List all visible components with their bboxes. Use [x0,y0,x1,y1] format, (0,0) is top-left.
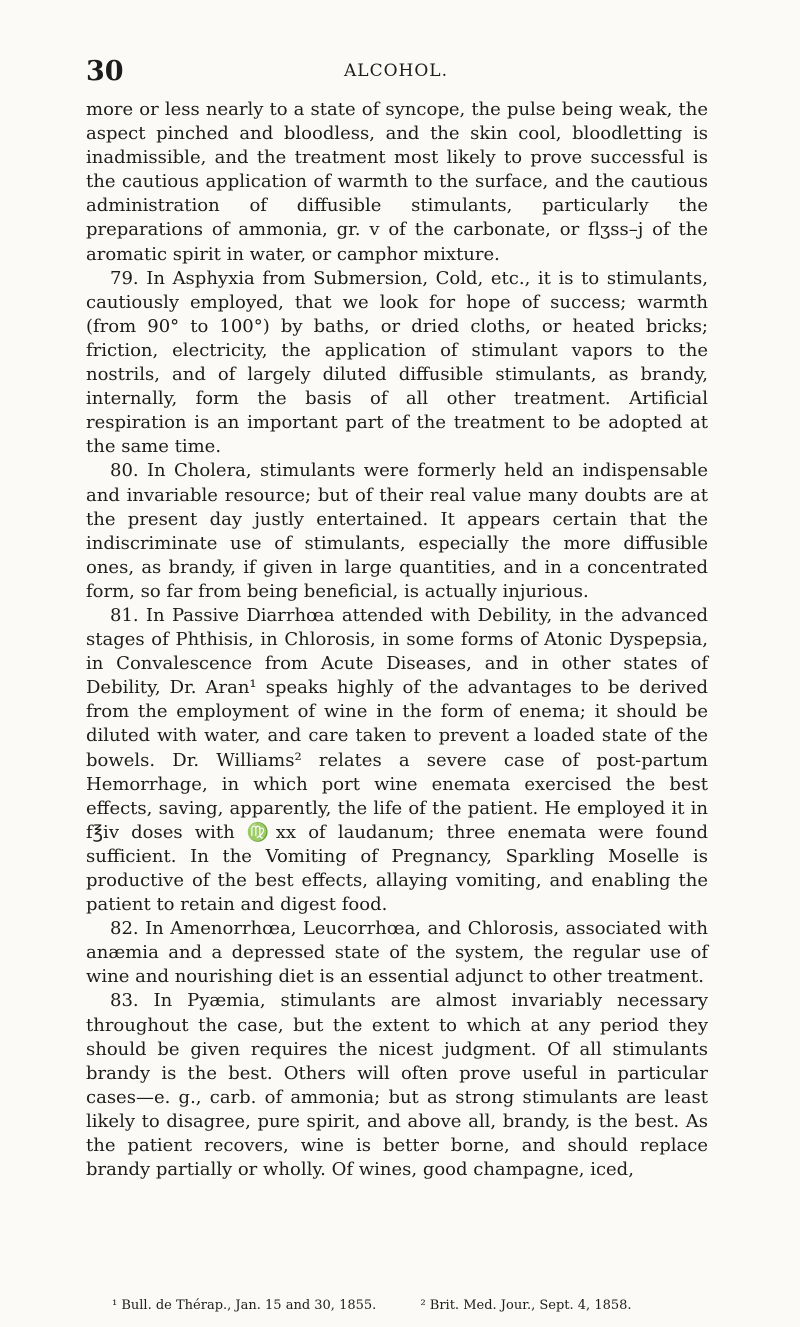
paragraph-81: 81. In Passive Diarrhœa attended with Debility, in the advanced stages of Phthisis, in Chlorosis, in some forms of Atonic Dyspepsia, in Convalescence from Acute Diseases, and in other states of Debility, Dr. Aran¹ speaks highly of the advantages to be derived from the employment of wine in the form of enema; it should be diluted with water, and care taken to prevent a loaded state of the bowels. Dr. Williams² relates a severe case of post-partum Hemorrhage, in which port wine enemata exercised the best effects, saving, apparently, the life of the patient. He employed it in f℥iv doses with ♍xx of laudanum; three enemata were found sufficient. In the Vomiting of Pregnancy, Sparkling Moselle is productive of the best effects, allaying vomiting, and enabling the patient to retain and digest food. [86,604,708,916]
footnote-1: ¹ Bull. de Thérap., Jan. 15 and 30, 1855. [112,1298,377,1313]
page-header [86,56,706,90]
paragraph-82: 82. In Amenorrhœa, Leucorrhœa, and Chlorosis, associated with anæmia and a depressed state of the system, the regular use of wine and nourishing diet is an essential adjunct to other treatment. [86,918,708,988]
paragraph-79: 79. In Asphyxia from Submersion, Cold, etc., it is to stimulants, cautiously employed, that we look for hope of success; warmth (from 90° to 100°) by baths, or dried cloths, or heated bricks; friction, electricity, the application of stimulant vapors to the nostrils, and of largely diluted diffusible stimulants, as brandy, internally, form the basis of all other treatment. Artificial respiration is an important part of the treatment to be adopted at the same time. [86,267,708,458]
paragraph-80: 80. In Cholera, stimulants were formerly held an indispensable and invariable resource; but of their real value many doubts are at the present day justly entertained. It appears certain that the indiscriminate use of stimulants, especially the more diffusible ones, as brandy, if given in large quantities, and in a concentrated form, so far from being beneficial, is actually injurious. [86,460,708,602]
footnotes [112,1298,712,1313]
running-head: ALCOHOL. [344,61,448,81]
page-number: 30 [86,56,124,87]
body-text [86,98,708,1182]
footnote-2: ² Brit. Med. Jour., Sept. 4, 1858. [420,1298,632,1313]
paragraph-83: 83. In Pyæmia, stimulants are almost invariably necessary throughout the case, but the extent to which at any period they should be given requires the nicest judgment. Of all stimulants brandy is the best. Others will often prove useful in particular cases—e. g., carb. of ammonia; but as strong stimulants are least likely to disagree, pure spirit, and above all, brandy, is the best. As the patient recovers, wine is better borne, and should replace brandy partially or wholly. Of wines, good champagne, iced, [86,990,708,1181]
paragraph-continuation: more or less nearly to a state of syncope, the pulse being weak, the aspect pinched and bloodless, and the skin cool, bloodletting is inadmissible, and the treatment most likely to prove successful is the cautious application of warmth to the surface, and the cautious administration of diffusible stimulants, particularly the preparations of ammonia, gr. v of the carbonate, or flʒss–j of the aromatic spirit in water, or camphor mixture. [86,99,708,265]
